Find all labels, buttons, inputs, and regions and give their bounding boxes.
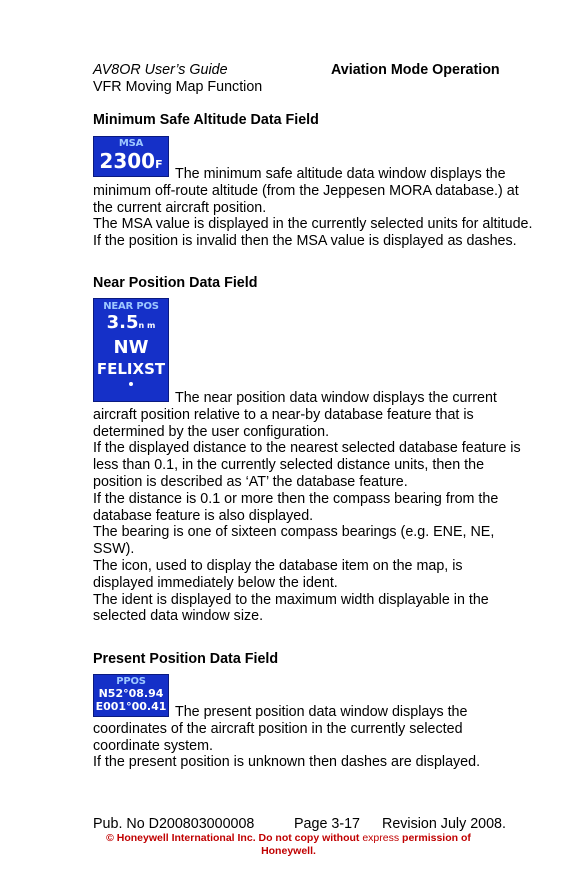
ppos-line: The present position data window displays the — [175, 704, 468, 720]
copyright-part: Honeywell. — [261, 844, 316, 857]
near-pos-line: determined by the user configuration. — [93, 423, 330, 440]
ppos-paragraph — [93, 704, 553, 771]
footer-pub-number: Pub. No D200803000008 — [93, 816, 255, 832]
ppos-line: coordinates of the aircraft position in the currently selected — [93, 720, 463, 737]
near-pos-line: If the distance is 0.1 or more then the compass bearing from the — [93, 490, 499, 507]
section-title: Aviation Mode Operation — [331, 62, 500, 78]
near-pos-line: database feature is also displayed. — [93, 507, 314, 524]
msa-widget-unit: F — [155, 158, 163, 171]
near-pos-line: aircraft position relative to a near-by database feature that is — [93, 406, 474, 423]
msa-line: The MSA value is displayed in the currently selected units for altitude. — [93, 216, 533, 233]
msa-line: the current aircraft position. — [93, 199, 267, 216]
near-pos-data-window — [93, 298, 169, 402]
near-pos-line: position is described as ‘AT’ the database feature. — [93, 473, 408, 490]
ppos-latitude: N52°08.94 — [98, 687, 164, 700]
near-pos-line: The icon, used to display the database item on the map, is — [93, 557, 463, 574]
near-pos-line: The bearing is one of sixteen compass bearings (e.g. ENE, NE, — [93, 524, 495, 541]
near-pos-bearing: NW — [113, 337, 149, 358]
near-pos-line: SSW). — [93, 541, 135, 558]
copyright-part: express — [362, 832, 400, 844]
subsection-title: VFR Moving Map Function — [93, 79, 263, 95]
near-pos-line: The ident is displayed to the maximum width displayable in the — [93, 591, 489, 608]
near-pos-paragraph — [93, 390, 553, 625]
guide-title: AV8OR User’s Guide — [93, 62, 228, 78]
msa-line: minimum off-route altitude (from the Jeppesen MORA database.) at — [93, 182, 519, 199]
msa-widget-label: MSA — [118, 138, 144, 149]
msa-widget-value: 2300 — [99, 149, 156, 173]
near-pos-unit: n m — [138, 321, 156, 330]
near-pos-line: displayed immediately below the ident. — [93, 574, 338, 591]
near-pos-distance: 3.5 — [106, 312, 139, 333]
copyright-part: permission of — [402, 832, 471, 844]
msa-line: The minimum safe altitude data window displays the — [175, 166, 506, 182]
near-pos-heading: Near Position Data Field — [93, 275, 258, 291]
msa-line: If the position is invalid then the MSA value is displayed as dashes. — [93, 233, 517, 250]
ppos-widget-label: PPOS — [116, 676, 146, 687]
near-pos-line: The near position data window displays the current — [175, 390, 497, 406]
database-feature-icon — [129, 382, 133, 386]
ppos-heading: Present Position Data Field — [93, 651, 279, 667]
copyright-part: © Honeywell International Inc. Do not copy without — [106, 832, 360, 844]
footer-revision: Revision July 2008. — [382, 816, 506, 832]
footer-copyright — [0, 832, 577, 857]
msa-heading: Minimum Safe Altitude Data Field — [93, 112, 319, 128]
near-pos-line: less than 0.1, in the currently selected distance units, then the — [93, 457, 485, 474]
near-pos-ident: FELIXST — [96, 360, 166, 378]
near-pos-line: selected data window size. — [93, 608, 264, 625]
ppos-line: coordinate system. — [93, 737, 213, 754]
ppos-longitude: E001°00.41 — [95, 700, 167, 713]
footer-page-number: Page 3-17 — [294, 816, 360, 832]
msa-paragraph — [93, 166, 553, 250]
ppos-line: If the present position is unknown then dashes are displayed. — [93, 754, 481, 771]
near-pos-line: If the displayed distance to the nearest selected database feature is — [93, 440, 521, 457]
near-pos-widget-label: NEAR POS — [103, 301, 159, 312]
